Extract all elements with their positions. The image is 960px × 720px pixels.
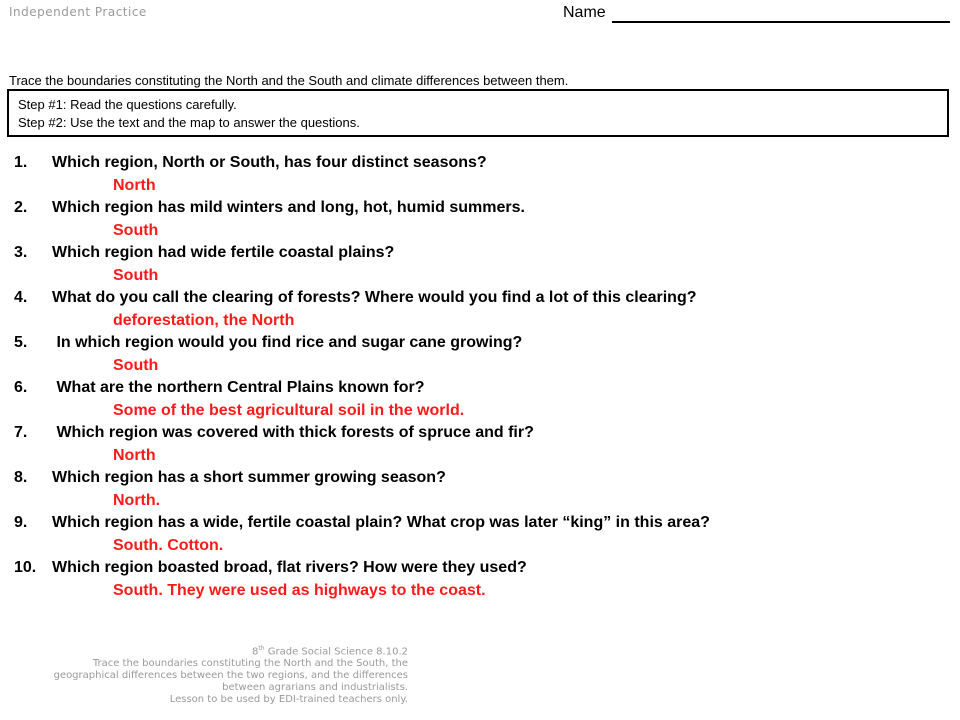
question-text: Which region had wide fertile coastal plains?: [52, 244, 395, 261]
step-2: [18, 114, 947, 132]
question-item: [14, 152, 944, 197]
name-label: Name: [563, 4, 606, 21]
question-number: 5.: [14, 334, 28, 351]
question-list: [14, 152, 944, 602]
answer-text: South: [113, 221, 159, 239]
question-item: [14, 197, 944, 242]
step-1: [18, 96, 947, 114]
steps-box: [7, 89, 949, 137]
question-text: What are the northern Central Plains known for?: [52, 379, 425, 396]
footer-standard-line: geographical differences between the two regions, and the differences: [53, 670, 408, 682]
answer-text: Some of the best agricultural soil in the world.: [113, 401, 465, 419]
question-number: 10.: [14, 559, 37, 576]
question-number: 9.: [14, 514, 28, 531]
question-item: [14, 332, 944, 377]
question-text: Which region, North or South, has four distinct seasons?: [52, 154, 487, 171]
name-blank-line[interactable]: [612, 21, 950, 23]
question-item: [14, 512, 944, 557]
step-label: Step #2:: [18, 115, 67, 130]
question-number: 4.: [14, 289, 28, 306]
answer-text: South. Cotton.: [113, 536, 224, 554]
question-text: What do you call the clearing of forests? Where would you find a lot of this clearing?: [52, 289, 697, 306]
answer-text: North: [113, 446, 156, 464]
question-text: Which region has a short summer growing season?: [52, 469, 446, 486]
question-number: 6.: [14, 379, 28, 396]
step-label: Step #1:: [18, 97, 67, 112]
question-item: [14, 242, 944, 287]
question-item: [14, 557, 944, 602]
question-number: 3.: [14, 244, 28, 261]
question-text: Which region has a wide, fertile coastal plain? What crop was later “king” in this area?: [52, 514, 710, 531]
question-text: Which region boasted broad, flat rivers? How were they used?: [52, 559, 527, 576]
question-text: Which region has mild winters and long, hot, humid summers.: [52, 199, 525, 216]
question-number: 1.: [14, 154, 28, 171]
footer-usage-note: Lesson to be used by EDI-trained teachers only.: [169, 694, 408, 706]
footer-standard-line: Trace the boundaries constituting the North and the South, the: [92, 658, 408, 670]
step-text: Read the questions carefully.: [70, 97, 237, 112]
answer-text: deforestation, the North: [113, 311, 295, 329]
answer-text: North.: [113, 491, 161, 509]
standards-footer: [0, 643, 408, 706]
question-number: 7.: [14, 424, 28, 441]
step-text: Use the text and the map to answer the questions.: [70, 115, 360, 130]
footer-grade-line: 8th Grade Social Science 8.10.2: [252, 645, 408, 658]
section-label: Independent Practice: [9, 5, 147, 19]
lesson-objective: Trace the boundaries constituting the North and the South and climate differences between them.: [9, 73, 569, 88]
question-item: [14, 377, 944, 422]
answer-text: South: [113, 266, 159, 284]
question-item: [14, 467, 944, 512]
answer-text: South. They were used as highways to the coast.: [113, 581, 486, 599]
question-text: In which region would you find rice and sugar cane growing?: [52, 334, 523, 351]
question-number: 8.: [14, 469, 28, 486]
question-item: [14, 422, 944, 467]
answer-text: South: [113, 356, 159, 374]
answer-text: North: [113, 176, 156, 194]
question-item: [14, 287, 944, 332]
footer-standard-line: between agrarians and industrialists.: [222, 682, 408, 694]
question-text: Which region was covered with thick forests of spruce and fir?: [52, 424, 534, 441]
question-number: 2.: [14, 199, 28, 216]
